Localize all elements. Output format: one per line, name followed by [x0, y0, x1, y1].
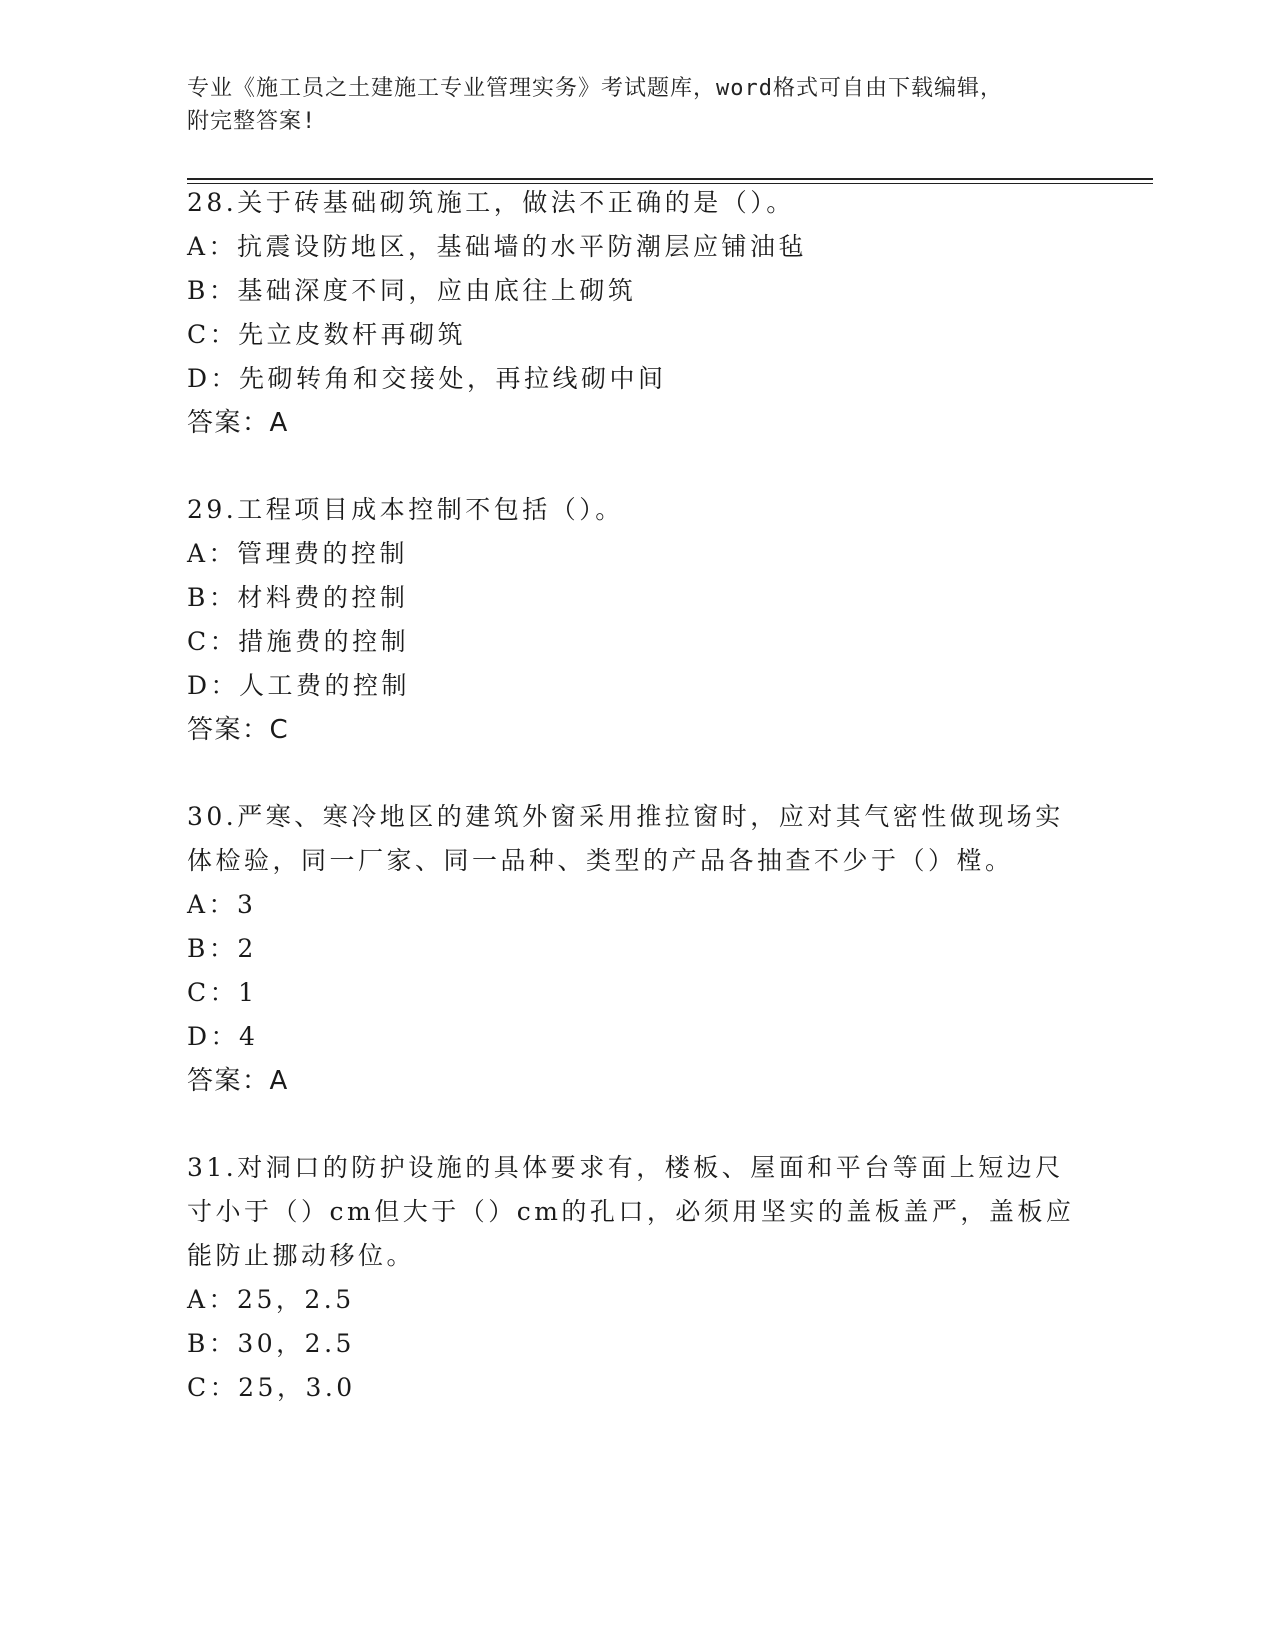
option-a: A：25，2.5	[187, 1285, 355, 1314]
option-c: C：措施费的控制	[187, 627, 410, 656]
option-b: B：材料费的控制	[187, 583, 409, 612]
question-stem-continued: 体检验，同一厂家、同一品种、类型的产品各抽查不少于（）樘。	[187, 846, 1014, 875]
option-b: B：30，2.5	[187, 1329, 355, 1358]
option-d: D：人工费的控制	[187, 671, 411, 700]
option-d: D：先砌转角和交接处，再拉线砌中间	[187, 364, 667, 393]
header-line-1: 专业《施工员之土建施工专业管理实务》考试题库，word格式可自由下载编辑，	[187, 76, 1003, 101]
answer-label: 答案：A	[187, 1066, 289, 1096]
option-b: B：2	[187, 934, 257, 963]
option-c: C：先立皮数杆再砌筑	[187, 320, 467, 349]
document-header	[187, 72, 1087, 138]
option-d: D：4	[187, 1022, 259, 1051]
option-a: A：管理费的控制	[187, 539, 409, 568]
question-stem: 28.关于砖基础砌筑施工，做法不正确的是（）。	[187, 188, 795, 217]
question-stem: 29.工程项目成本控制不包括（）。	[187, 495, 624, 524]
option-a: A：抗震设防地区，基础墙的水平防潮层应铺油毡	[187, 232, 808, 261]
question-stem-continued: 能防止挪动移位。	[187, 1241, 416, 1270]
option-c: C：1	[187, 978, 258, 1007]
question-stem-continued: 寸小于（）cm但大于（）cm的孔口，必须用坚实的盖板盖严，盖板应	[187, 1197, 1075, 1226]
option-b: B：基础深度不同，应由底往上砌筑	[187, 276, 637, 305]
header-line-2: 附完整答案!	[187, 109, 317, 134]
question-stem: 30.严寒、寒冷地区的建筑外窗采用推拉窗时，应对其气密性做现场实	[187, 802, 1064, 831]
option-a: A：3	[187, 890, 257, 919]
question-stem: 31.对洞口的防护设施的具体要求有，楼板、屋面和平台等面上短边尺	[187, 1153, 1064, 1182]
answer-label: 答案：C	[187, 715, 290, 745]
option-c: C：25，3.0	[187, 1373, 356, 1402]
answer-label: 答案：A	[187, 408, 289, 438]
